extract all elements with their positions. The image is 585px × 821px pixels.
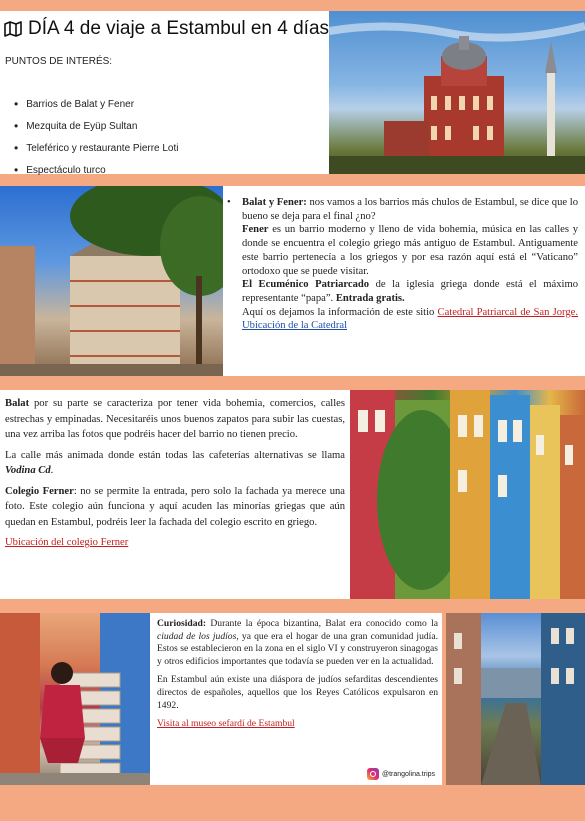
paragraph-text: Aquí os dejamos la información de este sitio [242,306,438,318]
bold-term: Curiosidad: [157,618,207,629]
poi-list [14,93,179,181]
paragraph-text: es un barrio moderno y lleno de vida bohemia, música en las calles y donde se encuentra el colegio griego más antiguo de Estambul. Antiguamente este barrio pertenecía a los griegos y por esa razón aquí está el “Vaticano” ortodoxo que se puede visitar. [242,224,578,277]
catedral-link[interactable]: Catedral Patriarcal de San Jorge. [437,306,578,318]
paragraph-text: La calle más animada donde están todas las cafeterías alternativas se llama [5,449,345,461]
poi-heading: PUNTOS DE INTERÉS: [5,56,113,67]
fener-text [227,196,578,333]
paragraph [157,674,438,712]
instagram-credit[interactable] [367,768,435,780]
paragraph-text: Durante la época bizantina, Balat era conocido como la [206,618,438,629]
bold-term: El Ecuménico Patriarcado [242,279,370,291]
map-icon [4,21,22,37]
curiosidad-text [157,618,438,737]
paragraph [242,223,578,278]
street-name: Vodina Cd [5,465,51,476]
bold-term: Entrada gratis. [335,292,405,304]
paragraph [242,196,578,223]
page-title [4,18,329,40]
balat-text [5,396,345,556]
paragraph [157,718,438,731]
instagram-handle: @trangolina.trips [382,770,436,778]
bold-term: Balat y Fener: [242,197,307,208]
italic-term: ciudad de los judíos [157,630,237,642]
bold-term: Balat [5,398,30,409]
instagram-icon [367,768,379,780]
paragraph [242,278,578,305]
paragraph-text: por su parte se caracteriza por tener vida bohemia, comercios, calles estrechas y empinadas. Necesitaréis unos buenos zapatos para subir las cuestas, una vez arriba las fotos que podréis hacer del barrio no tienen precio. [5,398,345,440]
bullet: • [227,197,231,208]
woman-stairs-photo [0,613,150,785]
paragraph [5,535,345,551]
colorful-houses-photo [350,390,585,599]
bold-term: Colegio Ferner [5,485,74,497]
poi-item: • Barrios de Balat y Fener [14,93,179,115]
paragraph-text: nos vamos a los barrios más chulos de Estambul, se dice que lo bueno se deja para el final ¿no? [242,197,578,222]
paragraph-text: de la iglesia griega donde está el máximo representante “papa”. [242,279,578,304]
paragraph [5,448,345,479]
poi-item: • Espectáculo turco [14,159,179,181]
church-photo [329,11,585,174]
paragraph [5,396,345,443]
poi-item: • Teleférico y restaurante Pierre Loti [14,137,179,159]
bold-term: Fener [242,224,269,236]
catedral-location-link[interactable]: Ubicación de la Catedral [242,320,348,332]
poi-item: • Mezquita de Eyüp Sultan [14,115,179,137]
paragraph [157,618,438,668]
paragraph [242,306,578,333]
paragraph-text: En Estambul aún existe una diáspora de judíos sefarditas descendientes directos de españoles, aquellos que los Reyes Católicos expulsaron en 1492. [157,674,438,711]
title-text: DÍA 4 de viaje a Estambul en 4 días [28,18,330,39]
paragraph-text: , ya que era el hogar de una gran comunidad judía. Estos se establecieron en la zona en el siglo VI y construyeron sinagogas y otros edificios importantes que todavía se pueden ver en la actualidad. [157,630,439,667]
paragraph-text: : no se permite la entrada, pero solo la fachada ya merece una foto. Este colegio aún funciona y aquí acuden las minorías griegas que aún quedan en Estambul, podréis leer la fachada del colegio escrito en griego. [5,485,345,528]
colegio-location-link[interactable]: Ubicación del colegio Ferner [5,537,129,548]
museo-link[interactable]: Visita al museo sefardí de Estambul [157,718,295,730]
paragraph [5,484,345,531]
steep-street-photo [446,613,585,785]
paragraph-text: . [50,465,54,476]
stone-church-photo [0,186,223,376]
